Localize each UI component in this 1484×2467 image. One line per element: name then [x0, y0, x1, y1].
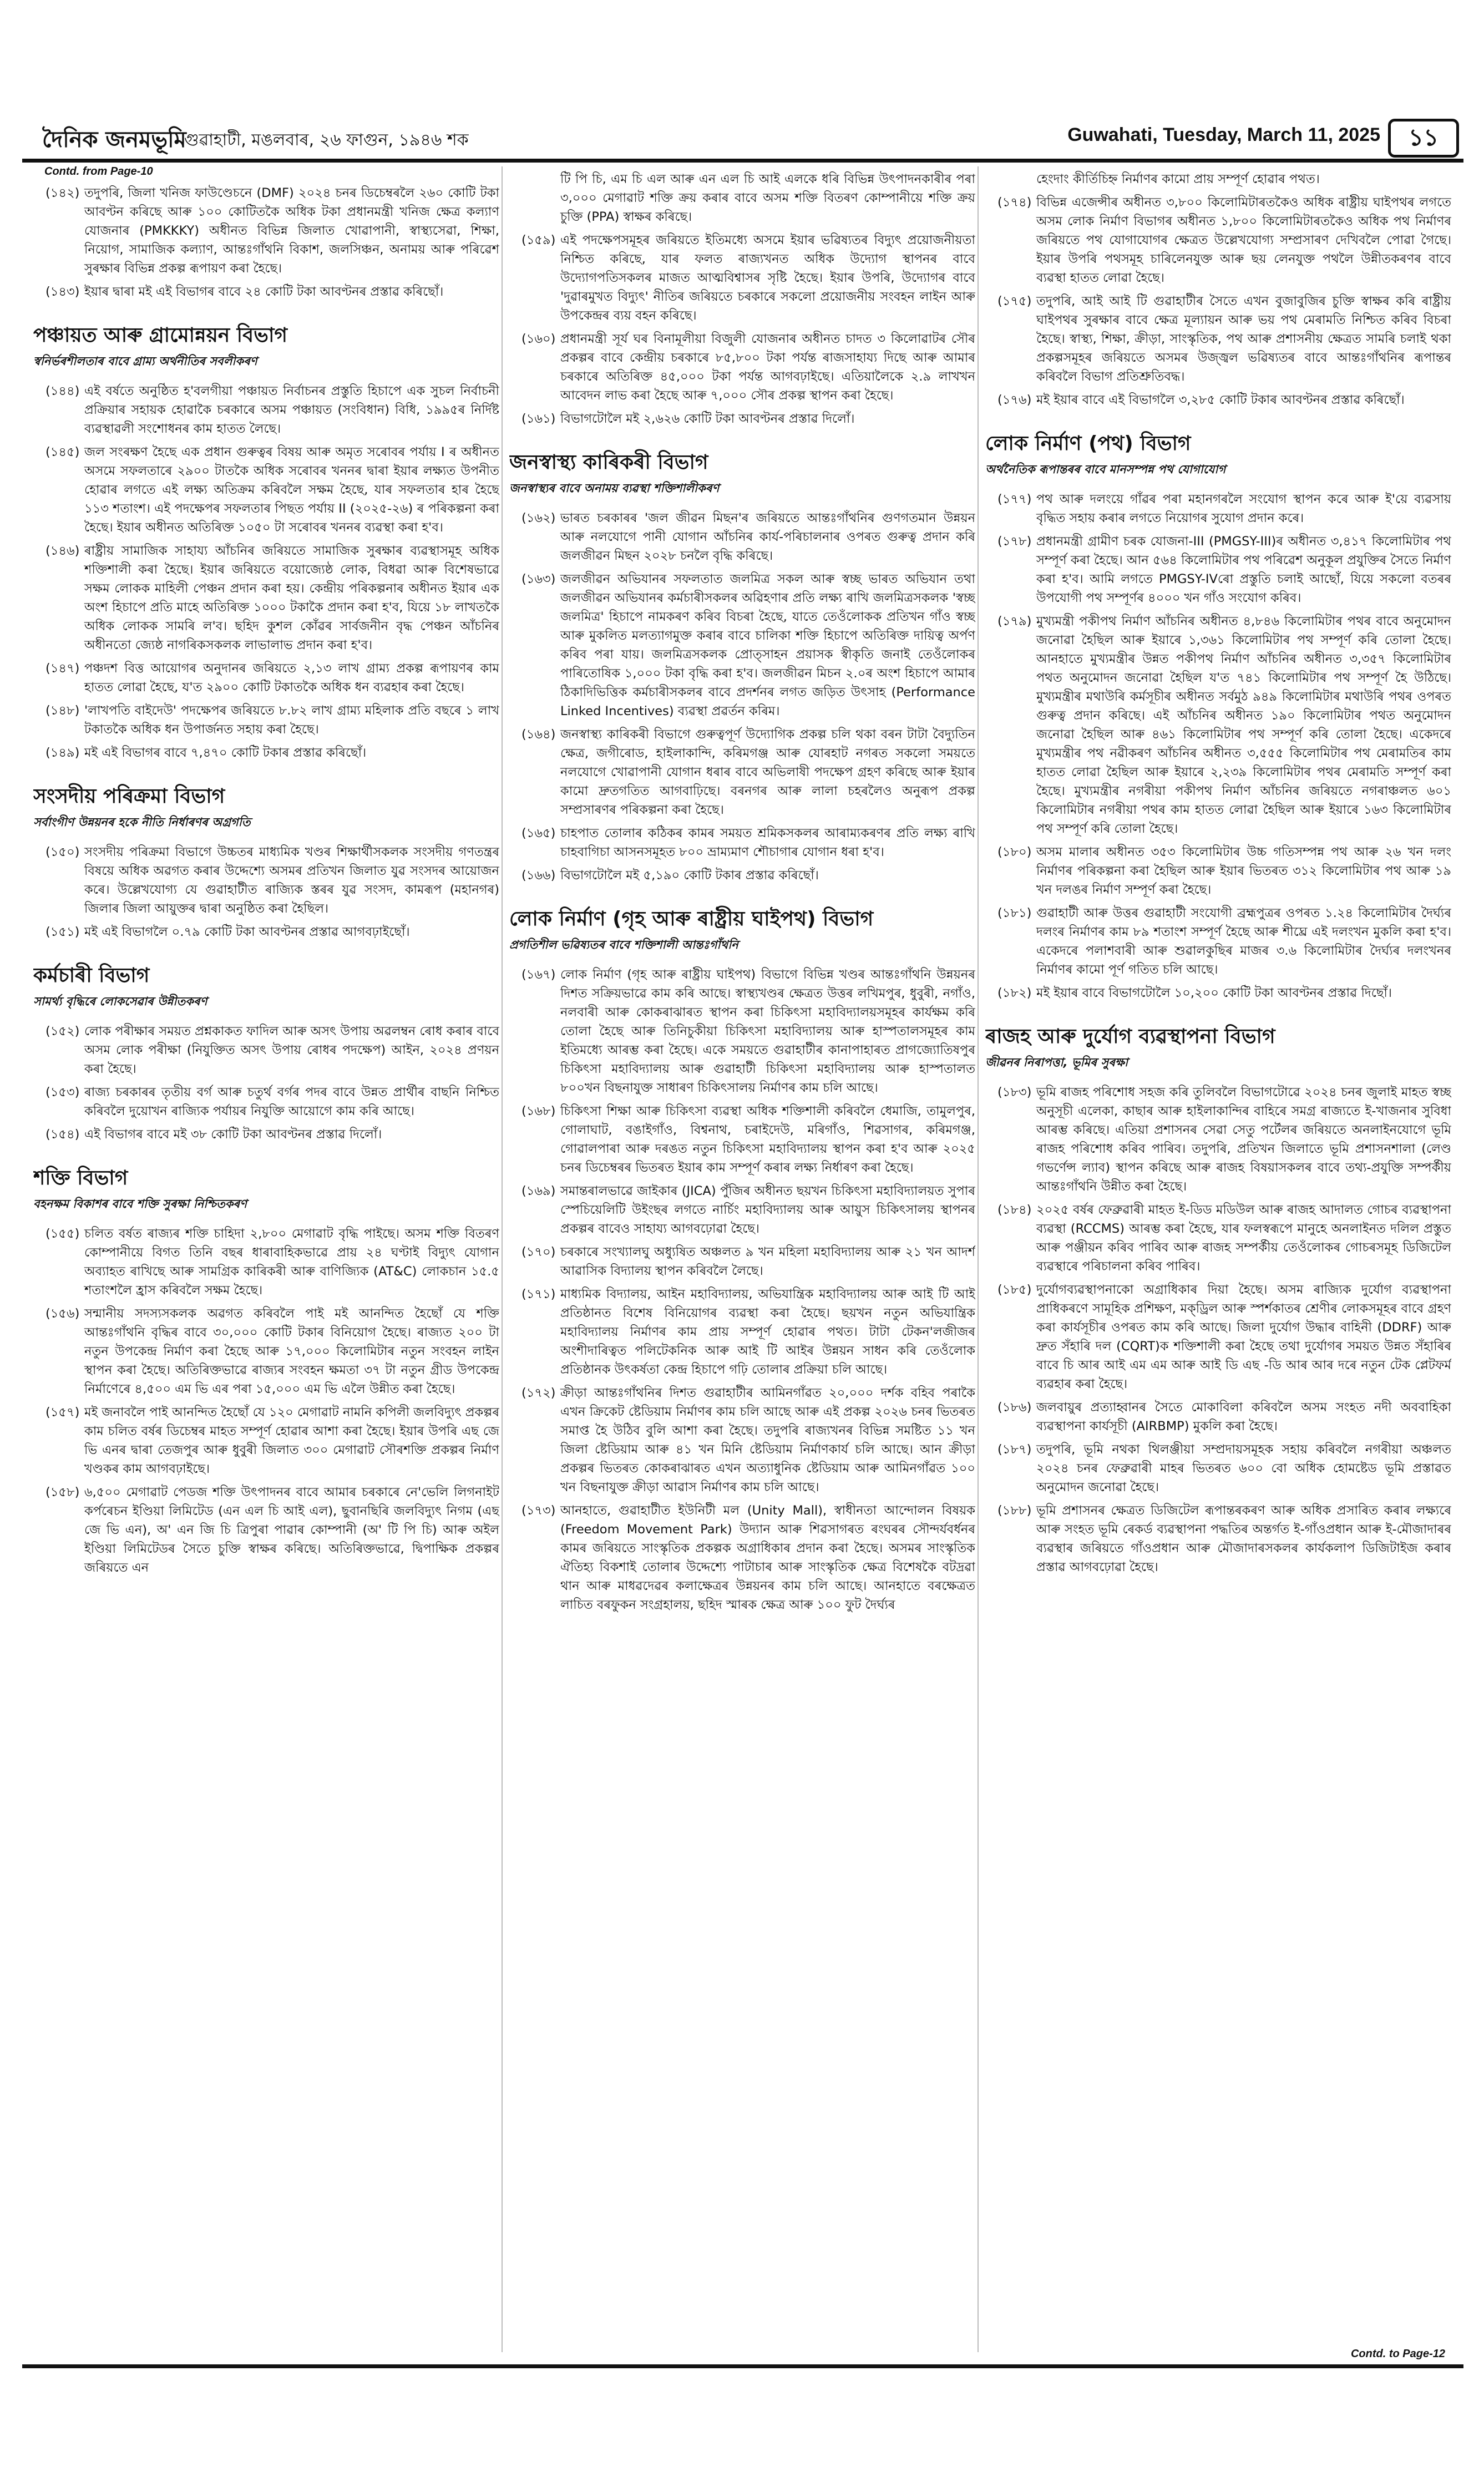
paragraph-number: (১৫১) — [45, 925, 80, 939]
paragraph-item — [985, 1398, 1451, 1436]
paragraph-text: ইয়াৰ দ্বাৰা মই এই বিভাগৰ বাবে ২৪ কোটি টকা আবণ্টনৰ প্ৰস্তাৱ কৰিছোঁ। — [84, 285, 444, 299]
paragraph-number: (১৬৭) — [521, 967, 556, 982]
paragraph-item — [509, 170, 975, 226]
paragraph-text: মই ইয়াৰ বাবে এই বিভাগলৈ ৩,২৮৫ কোটি টকাৰ আবণ্টনৰ প্ৰস্তাৱ কৰিছোঁ। — [1036, 393, 1405, 407]
paragraph-item — [33, 701, 499, 739]
paragraph-text: তদুপৰি, আই আই টি গুৱাহাটীৰ সৈতে এখন বুজাবুজিৰ চুক্তি স্বাক্ষৰ কৰি ৰাষ্ট্ৰীয় ঘাইপথৰ সুৰক্ষাৰ বাবে ক্ষেত্ৰ মূল্যায়ন আৰু ভয় পথ মেৰামতি নিশ্চিত কৰিব বিচৰা হৈছে। স্বাস্থ্য, শিক্ষা, ক্ৰীড়া, সাংস্কৃতিক, পথ আৰু প্ৰশাসনীয় ক্ষেত্ৰত সামৰি চলাই থকা প্ৰকল্পসমূহৰ জৰিয়তে অসমৰ উজ্জ্বল ভৱিষ্যতৰ বাবে আন্তঃগাঁথনিৰ ৰূপান্তৰ কৰিবলৈ বিভাগ প্ৰতিশ্ৰুতিবদ্ধ। — [1036, 294, 1451, 384]
paragraph-item — [985, 904, 1451, 979]
paragraph-item — [985, 391, 1451, 409]
paragraph-number: (১৫৫) — [45, 1227, 80, 1241]
paragraph-text: বিভাগটোলৈ মই ২,৬২৬ কোটি টকা আবণ্টনৰ প্ৰস্তাৱ দিলোঁ। — [560, 412, 855, 426]
paragraph-text: জনস্বাস্থ্য কাৰিকৰী বিভাগে গুৰুত্বপূৰ্ণ উদ্যোগিক প্ৰকল্প চলি থকা বৰন টাটা বৈদ্যুতিন ক্ষেত্ৰ, জগীৰোড, হাইলাকান্দি, কৰিমগঞ্জ আৰু যোৰহাট নগৰত সকলো সময়তে নলযোগে খোৱাপানী যোগান ধৰাৰ বাবে অভিলাষী পদক্ষেপ গ্ৰহণ কৰিছে আৰু ইয়াৰ কামো দ্ৰুতগতিত আগবাঢ়িছে। বৰনগৰ আৰু লালা চহৰলৈও অনুৰূপ প্ৰকল্প সম্প্ৰসাৰণৰ পৰিকল্পনা কৰা হৈছে। — [560, 727, 975, 817]
paragraph-text: ভাৰত চৰকাৰৰ 'জল জীৱন মিছন'ৰ জৰিয়তে আন্তঃগাঁথনিৰ গুণগতমান উন্নয়ন আৰু নলযোগে পানী যোগান আঁচনিৰ কাৰ্য-পৰিচালনাৰ ওপৰত গুৰুত্ব প্ৰদান কৰি জলজীৱন মিছন ২০২৮ চনলৈ বৃদ্ধি কৰিছে। — [560, 511, 975, 563]
paragraph-number: (১৪৪) — [45, 384, 80, 398]
paragraph-number: (১৬৯) — [521, 1184, 556, 1198]
paragraph-number: (১৪৮) — [45, 703, 80, 718]
paragraph-item — [33, 1483, 499, 1577]
paragraph-number — [509, 170, 560, 226]
paragraph-number: (১৫২) — [45, 1024, 80, 1039]
paragraph-item — [985, 490, 1451, 528]
paragraph-number: (১৮৬) — [997, 1400, 1032, 1415]
paragraph-number: (১৬৬) — [521, 868, 556, 883]
paragraph-number: (১৭১) — [521, 1287, 556, 1301]
paragraph-item — [33, 743, 499, 762]
paragraph-number: (১৪৭) — [45, 661, 80, 676]
paragraph-text: সংসদীয় পৰিক্ৰমা বিভাগে উচ্চতৰ মাধ্যমিক খণ্ডৰ শিক্ষাৰ্থীসকলক সংসদীয় গণতন্ত্ৰৰ বিষয়ে অধিক অৱগত কৰাৰ উদ্দেশ্যে অসমৰ প্ৰতিখন জিলাত যুৱ সংসদৰ আয়োজন কৰে। উল্লেখযোগ্য যে গুৱাহাটীত ৰাজ্যিক স্তৰৰ যুৱ সংসদ, কামৰূপ (মহানগৰ) জিলাৰ জিলা আয়ুক্তৰ দ্বাৰা অনুষ্ঠিত কৰা হৈছিল। — [84, 845, 499, 916]
paragraph-item — [985, 1200, 1451, 1276]
newspaper-masthead: দৈনিক জনমভূমি — [42, 127, 186, 153]
section-subheading: অৰ্থনৈতিক ৰূপান্তৰৰ বাবে মানসম্পন্ন পথ যোগাযোগ — [985, 463, 1226, 476]
page-header — [22, 119, 1463, 153]
paragraph-item — [509, 570, 975, 721]
paragraph-text: বিভাগটোলৈ মই ৫,১৯০ কোটি টকাৰ প্ৰস্তাৱ কৰিছোঁ। — [560, 868, 819, 883]
paragraph-item — [33, 282, 499, 301]
section-heading: লোক নিৰ্মাণ (পথ) বিভাগ — [985, 432, 1191, 455]
paragraph-text: পথ আৰু দলংয়ে গাঁৱৰ পৰা মহানগৰলৈ সংযোগ স্থাপন কৰে আৰু ই'য়ে ব্যৱসায় বৃদ্ধিত সহায় কৰাৰ লগতে নিয়োগৰ সুযোগ প্ৰদান কৰে। — [1036, 492, 1451, 525]
paragraph-item — [509, 1285, 975, 1379]
section-heading: জনস্বাস্থ্য কাৰিকৰী বিভাগ — [509, 451, 708, 474]
paragraph-text: চলিত বৰ্ষত ৰাজ্যৰ শক্তি চাহিদা ২,৮০০ মেগাৱাট বৃদ্ধি পাইছে। অসম শক্তি বিতৰণ কোম্পানীয়ে বিগত তিনি বছৰ ধাৰাবাহিকভাৱে প্ৰায় ২৪ ঘণ্টাই বিদ্যুৎ যোগান অব্যাহত ৰাখিছে আৰু সামগ্ৰিক কাৰিকৰী আৰু বাণিজ্যিক (AT&C) লোকচান ১৫.৫ শতাংশলৈ হ্ৰাস কৰিবলৈ সক্ষম হৈছে। — [84, 1227, 499, 1298]
paragraph-item — [985, 984, 1451, 1002]
paragraph-number: (১৪৬) — [45, 544, 80, 558]
footer-rule — [22, 2364, 1463, 2368]
paragraph-text: চিকিৎসা শিক্ষা আৰু চিকিৎসা ব্যৱস্থা অধিক শক্তিশালী কৰিবলৈ ধেমাজি, তামুলপুৰ, গোলাঘাট, বঙাইগাঁও, বিশ্বনাথ, চৰাইদেউ, মৰিগাঁও, শিৱসাগৰ, কৰিমগঞ্জ, গোৱালপাৰা আৰু দৰঙত নতুন চিকিৎসা মহাবিদ্যালয় স্থাপন কৰা হ'ব আৰু ২০২৫ চনৰ ডিচেম্বৰৰ ভিতৰত ইয়াৰ কাম সম্পূৰ্ণ কৰাৰ লক্ষ্য নিৰ্ধাৰণ কৰা হৈছে। — [560, 1104, 975, 1175]
paragraph-number: (১৬৮) — [521, 1104, 556, 1118]
paragraph-text: পঞ্চদশ বিত্ত আয়োগৰ অনুদানৰ জৰিয়তে ২,১৩ লাখ গ্ৰাম্য প্ৰকল্প ৰূপায়ণৰ কাম হাতত লোৱা হৈছে, য'ত ২৯০০ কোটি টকাতকৈ অধিক ধন ব্যৱহাৰ কৰা হৈছে। — [84, 661, 499, 695]
paragraph-text: ৬,৫০০ মেগাৱাট পেডজ শক্তি উৎপাদনৰ বাবে আমাৰ চৰকাৰে নে'ভেলি লিগনাইট কৰ্পৰেচন ইণ্ডিয়া লিমিটেড (এন এল চি আই এল), ছুবানছিৰি জলবিদ্যুৎ নিগম (এছ জে ভি এন), অ' এন জি চি ত্ৰিপুৰা পাৱাৰ কোম্পানী (অ' টি পি চি) আৰু অইল ইণ্ডিয়া লিমিটেডৰ সৈতে চুক্তি স্বাক্ষৰ কৰিছে। অতিৰিক্তভাৱে, দ্বিপাক্ষিক প্ৰকল্পৰ জৰিয়তে এন — [84, 1485, 499, 1575]
paragraph-item — [509, 330, 975, 405]
paragraph-text: জল সংৰক্ষণ হৈছে এক প্ৰধান গুৰুত্বৰ বিষয় আৰু অমৃত সৰোবৰ পৰ্যায় I ৰ অধীনত অসমে সফলতাৰে ২৯০০ টাতকৈ অধিক সৰোবৰ খননৰ দ্বাৰা ইয়াৰ লক্ষ্যত উপনীত হোৱাৰ লগতে এই লক্ষ্য অতিক্ৰম কৰিবলৈ সক্ষম হৈছে, যাৰ সফলতাৰ হাৰ হৈছে ১১৩ শতাংশ। এই পদক্ষেপৰ সফলতাৰ পিছত পৰ্যায় II (২০২৫-২৬) ৰ পৰিকল্পনা কৰা হৈছে। ইয়াৰ অধীনত অতিৰিক্ত ১০৫০ টা সৰোবৰ খননৰ ব্যৱস্থা কৰা হ'ব। — [84, 445, 499, 535]
paragraph-text: তদুপৰি, ভূমি নথকা থিলঞ্জীয়া সম্প্ৰদায়সমূহক সহায় কৰিবলৈ নগৰীয়া অঞ্চলত ২০২৪ চনৰ ফেব্ৰুৱাৰী মাহৰ ভিতৰত ৬০০ বো অধিক হোমষ্টেড ভূমি প্ৰস্তাৱত অনুমোদন জনোৱা হৈছে। — [1036, 1442, 1451, 1495]
paragraph-text: মই এই বিভাগৰ বাবে ৭,৪৭০ কোটি টকাৰ প্ৰস্তাৱ কৰিছোঁ। — [84, 746, 367, 760]
paragraph-text: লোক পৰীক্ষাৰ সময়ত প্ৰশ্নকাকত ফাদিল আৰু অসৎ উপায় অৱলম্বন ৰোধ কৰাৰ বাবে অসম লোক পৰীক্ষা (নিযুক্তিত অসৎ উপায় ৰোধৰ পদক্ষেপ) আইন, ২০২৪ প্ৰণয়ন কৰা হৈছে। — [84, 1024, 499, 1076]
paragraph-item — [33, 184, 499, 278]
paragraph-text: ভূমি ৰাজহ পৰিশোধ সহজ কৰি তুলিবলৈ বিভাগটোৱে ২০২৪ চনৰ জুলাই মাহত স্বচ্ছ অনুসূচী এলেকা, কাছাৰ আৰু হাইলাকান্দিৰ বাহিৰে সমগ্ৰ ৰাজ্যতে ই-খাজনাৰ সুবিধা আৰম্ভ কৰিছে। এতিয়া প্ৰশাসনৰ সেৱা সেতু পৰ্টেলৰ জৰিয়তে অনলাইনযোগে ভূমি ৰাজহ পৰিশোধ কৰিব পাৰিব। তদুপৰি, প্ৰতিখন জিলাতে ভূমি প্ৰশাসনশালা (লেণ্ড গভৰ্ণেন্স ল্যাব) স্থাপন কৰিছে আৰু ৰাজহ বিষয়াসকলৰ বাবে তথ্য-প্ৰযুক্তি সম্পৰ্কীয় আন্তঃগাঁথনি উন্নীত কৰা হৈছে। — [1036, 1085, 1451, 1194]
paragraph-item — [509, 1182, 975, 1238]
paragraph-text: ৰাষ্ট্ৰীয় সামাজিক সাহায্য আঁচনিৰ জৰিয়তে সামাজিক সুৰক্ষাৰ ব্যৱস্থাসমূহ অধিক শক্তিশালী কৰা হৈছে। ইয়াৰ জৰিয়তে বয়োজ্যেষ্ঠ লোক, বিধৱা আৰু বিশেষভাৱে সক্ষম লোকক মাহিলী পেঞ্চন প্ৰদান কৰা হয়। কেন্দ্ৰীয় পৰিকল্পনাৰ অধীনত ইয়াৰ এক অংশ হিচাপে প্ৰতি মাহে অতিৰিক্ত ১০০০ টকাকৈ প্ৰদান কৰা হ'ব, যিয়ে ১৮ লাখতকৈ অধিক লোকক সামৰি ল'ব। ছহিদ কুশল কোঁৱৰ সাৰ্বজনীন বৃদ্ধ পেঞ্চন আঁচনিৰ অধীনতো জ্যেষ্ঠ নাগৰিকসকলক লাভালাভ প্ৰদান কৰা হ'ব। — [84, 544, 499, 652]
paragraph-number: (১৮৪) — [997, 1203, 1032, 1217]
paragraph-text: চাহপাত তোলাৰ কঠিকৰ কামৰ সময়ত শ্ৰমিকসকলৰ আৰাম্যকৰণৰ প্ৰতি লক্ষ্য ৰাখি চাহবাগিচা আসনসমূহত ৮০০ ভ্ৰাম্যমাণ শৌচাগাৰ যোগান ধৰা হ'ব। — [560, 826, 975, 859]
paragraph-number: (১৭৭) — [997, 492, 1032, 506]
paragraph-number: (১৬১) — [521, 412, 556, 426]
paragraph-text: হেংদাং কীৰ্তিচিহ্ন নিৰ্মাণৰ কামো প্ৰায় সম্পূৰ্ণ হোৱাৰ পথত। — [1036, 172, 1320, 186]
paragraph-number: (১৪৩) — [45, 285, 80, 299]
paragraph-item — [509, 1243, 975, 1280]
paragraph-text: ভূমি প্ৰশাসনৰ ক্ষেত্ৰত ডিজিটেল ৰূপান্তৰকৰণ আৰু অধিক প্ৰসাৰিত কৰাৰ লক্ষ্যৰে আৰু সংহত ভূমি ৰেকৰ্ড ব্যৱস্থাপনা পদ্ধতিৰ অন্তৰ্গত ই-গাঁওপ্ৰধান আৰু ই-মৌজাদাৰৰ ব্যৱস্থাৰ জৰিয়তে গাঁওপ্ৰধান আৰু মৌজাদাৰসকলৰ কাৰ্যকলাপ ডিজিটাইজ কৰাৰ প্ৰস্তাৱ আগবঢ়োৱা হৈছে। — [1036, 1503, 1451, 1574]
column-divider — [977, 166, 979, 2352]
paragraph-item — [33, 541, 499, 655]
paragraph-text: তদুপৰি, জিলা খনিজ ফাউণ্ডেচনে (DMF) ২০২৪ চনৰ ডিচেম্বৰলৈ ২৬০ কোটি টকা আবণ্টন কৰিছে আৰু ১০০ কোটিতকৈ অধিক টকা প্ৰধানমন্ত্ৰী খনিজ ক্ষেত্ৰ কল্যাণ যোজনাৰ (PMKKKY) অধীনত বিভিন্ন জিলাত খোৱাপানী, স্বাস্থ্যসেৱা, শিক্ষা, নিয়োগ, সামাজিক কল্যাণ, আন্তঃগাঁথনি বিকাশ, জলসিঞ্চন, অনাময় আৰু পৰিৱেশ সুৰক্ষাৰ বিভিন্ন প্ৰকল্প ৰূপায়ণ কৰা হৈছে। — [84, 186, 499, 276]
paragraph-number: (১৫৩) — [45, 1085, 80, 1100]
paragraph-text: এই বিভাগৰ বাবে মই ৩৮ কোটি টকা আবণ্টনৰ প্ৰস্তাৱ দিলোঁ। — [84, 1127, 382, 1142]
paragraph-number: (১৫০) — [45, 845, 80, 859]
column-1 — [33, 164, 499, 2364]
paragraph-item — [509, 824, 975, 862]
paragraph-text: ২০২৫ বৰ্ষৰ ফেব্ৰুৱাৰী মাহত ই-ডিড মডিউল আৰু ৰাজহ আদালত গোচৰ ব্যৱস্থাপনা ব্যৱস্থা (RCCMS) আৰম্ভ কৰা হৈছে, যাৰ ফলস্বৰূপে মানুহে অনলাইনত দলিল প্ৰস্তুত আৰু পঞ্জীয়ন কৰিব পাৰিব আৰু ৰাজহ সম্পৰ্কীয় তেওঁলোকৰ গোচৰসমূহ ডিজিটেল ব্যৱস্থাৰে পৰিচালনা কৰিব পাৰিব। — [1036, 1203, 1451, 1274]
section-subheading: সৰ্বাংগীণ উন্নয়নৰ হকে নীতি নিৰ্ধাৰণৰ অগ্ৰগতি — [33, 815, 251, 829]
paragraph-item — [509, 1501, 975, 1614]
paragraph-number: (১৭২) — [521, 1386, 556, 1400]
paragraph-text: গুৱাহাটী আৰু উত্তৰ গুৱাহাটী সংযোগী ব্ৰহ্মপুত্ৰৰ ওপৰত ১.২৪ কিলোমিটাৰ দৈৰ্ঘ্যৰ দলংৰ নিৰ্মাণৰ কাম ৮৯ শতাংশ সম্পূৰ্ণ হৈছে আৰু শীঘ্ৰে এই দলংখন মুকলি কৰা হ'ব। একেদৰে পলাশবাৰী আৰু শুৱালকুছিৰ মাজৰ ৩.৬ কিলোমিটাৰ দৈৰ্ঘ্যৰ দলংখনৰ নিৰ্মাণৰ কামো পূৰ্ণ গতিত চলি আছে। — [1036, 906, 1451, 977]
paragraph-number: (১৮৭) — [997, 1442, 1032, 1457]
section-heading: কৰ্মচাৰী বিভাগ — [33, 964, 150, 987]
section-heading: শক্তি বিভাগ — [33, 1167, 128, 1189]
section-subheading: বহনক্ষম বিকাশৰ বাবে শক্তি সুৰক্ষা নিশ্চিতকৰণ — [33, 1197, 247, 1210]
paragraph-number: (১৬৫) — [521, 826, 556, 840]
paragraph-item — [33, 1083, 499, 1121]
paragraph-item — [985, 1083, 1451, 1196]
paragraph-item — [33, 1304, 499, 1399]
header-rule — [22, 159, 1463, 163]
paragraph-number: (১৬৪) — [521, 727, 556, 742]
paragraph-item — [509, 1102, 975, 1177]
paragraph-item — [509, 409, 975, 428]
section-heading: লোক নিৰ্মাণ (গৃহ আৰু ৰাষ্ট্ৰীয় ঘাইপথ) বিভাগ — [509, 908, 874, 930]
paragraph-text: মই এই বিভাগলৈ ০.৭৯ কোটি টকা আবণ্টনৰ প্ৰস্তাৱ আগবঢ়াইছোঁ। — [84, 925, 410, 939]
paragraph-item — [509, 866, 975, 885]
paragraph-item — [33, 443, 499, 537]
paragraph-number: (১৭৫) — [997, 294, 1032, 308]
paragraph-text: প্ৰধানমন্ত্ৰী সূৰ্য ঘৰ বিনামূলীয়া বিজুলী যোজনাৰ অধীনত চাদত ৩ কিলোৱাটৰ সৌৰ প্ৰকল্পৰ বাবে কেন্দ্ৰীয় চৰকাৰে ৮৫,৮০০ টকা পৰ্যন্ত ৰাজসাহায্য দিছে আৰু আমাৰ চৰকাৰে অতিৰিক্ত ৪৫,০০০ টকা পৰ্যন্ত আগবঢ়াইছে। এতিয়ালৈকে ২.৯ লাখখন আবেদন লাভ কৰা হৈছে আৰু ৭,০০০ সৌৰ প্ৰকল্প স্থাপন কৰা হৈছে। — [560, 332, 975, 403]
paragraph-text: জলবায়ুৰ প্ৰত্যাহ্বানৰ সৈতে মোকাবিলা কৰিবলৈ অসম সংহত নদী অববাহিকা ব্যৱস্থাপনা কাৰ্যসূচী (AIRBMP) মুকলি কৰা হৈছে। — [1036, 1400, 1451, 1433]
paragraph-item — [985, 612, 1451, 838]
paragraph-item — [33, 843, 499, 918]
section-subheading: জনস্বাস্থ্যৰ বাবে অনাময় ব্যৱস্থা শক্তিশালীকৰণ — [509, 482, 720, 495]
paragraph-number — [985, 170, 1036, 189]
paragraph-item — [33, 382, 499, 438]
paragraph-number: (১৬২) — [521, 511, 556, 525]
paragraph-item — [985, 1280, 1451, 1394]
paragraph-text: দুৰ্যোগব্যৱস্থাপনাকো অগ্ৰাধিকাৰ দিয়া হৈছে। অসম ৰাজ্যিক দুৰ্যোগ ব্যৱস্থাপনা প্ৰাধিকৰণে সামূহিক প্ৰশিক্ষণ, মক্‌ড্ৰিল আৰু স্পৰ্শকাতৰ শ্ৰেণীৰ লোকসমূহৰ বাবে গ্ৰহণ কৰা কাৰ্যসূচীৰ ওপৰত কাম কৰি আছে। জিলা দুৰ্যোগ উদ্ধাৰ বাহিনী (DDRF) আৰু দ্ৰুত সঁহাৰি দল (CQRT)ক শক্তিশালী কৰা হৈছে তথা দুৰ্যোগৰ সময়ত উন্নত সঁহাৰিৰ বাবে চি আৰ আই এম এম আৰু আই ডি এছ -ডি আৰ আৰ দৰে নতুন টেক প্লেটফৰ্ম ব্যৱহাৰ কৰা হৈছে। — [1036, 1283, 1451, 1391]
paragraph-text: মাধ্যমিক বিদ্যালয়, আইন মহাবিদ্যালয়, অভিযান্ত্ৰিক মহাবিদ্যালয় আৰু আই টি আই প্ৰতিষ্ঠানত বিশেষ বিনিয়োগৰ ব্যৱস্থা কৰা হৈছে। ছয়খন নতুন অভিযান্ত্ৰিক মহাবিদ্যালয় নিৰ্মাণৰ কাম প্ৰায় সম্পূৰ্ণ হোৱাৰ পথত। টাটা টেকন'লজীজৰ অংশীদাৰিত্বত পলিটেকনিক আৰু আই টি আইৰ উন্নয়ন সাধন কৰি তেওঁলোক প্ৰতিষ্ঠানক উৎকৰ্ষতা কেন্দ্ৰ হিচাপে গঢ়ি তোলাৰ প্ৰক্ৰিয়া চলি আছে। — [560, 1287, 975, 1377]
continued-to-note: Contd. to Page-12 — [1350, 2348, 1445, 2360]
section-subheading: প্ৰগতিশীল ভৱিষ্যতৰ বাবে শক্তিশালী আন্তঃগাঁথনি — [509, 938, 738, 951]
column-divider — [502, 166, 503, 2352]
paragraph-item — [33, 659, 499, 697]
paragraph-item — [985, 532, 1451, 607]
paragraph-number: (১৫৪) — [45, 1127, 80, 1142]
section-subheading: জীৱনৰ নিৰাপত্তা, ভূমিৰ সুৰক্ষা — [985, 1056, 1128, 1069]
paragraph-text: এই পদক্ষেপসমূহৰ জৰিয়তে ইতিমধ্যে অসমে ইয়াৰ ভৱিষ্যতৰ বিদ্যুৎ প্ৰয়োজনীয়তা নিশ্চিত কৰিছে, যাৰ ফলত ৰাজ্যখনত অধিক উদ্যোগ স্থাপনৰ বাবে উদ্যোগপতিসকলৰ মাজত আত্মবিশ্বাসৰ সৃষ্টি হৈছে। ইয়াৰ উপৰি, উদ্যোগৰ বাবে 'দুৱাৰমুখত বিদ্যুৎ' নীতিৰ জৰিয়তে চৰকাৰে সকলো প্ৰয়োজনীয় সংবহন লাইন আৰু উপকেন্দ্ৰৰ ব্যয় বহন কৰিছে। — [560, 233, 975, 323]
paragraph-item — [33, 1022, 499, 1078]
paragraph-number: (১৫৯) — [521, 233, 556, 247]
section-subheading: স্বনিৰ্ভৰশীলতাৰ বাবে গ্ৰাম্য অৰ্থনীতিৰ সবলীকৰণ — [33, 354, 257, 368]
paragraph-text: মই জনাবলৈ পাই আনন্দিত হৈছোঁ যে ১২০ মেগাৱাট নামনি কপিলী জলবিদ্যুৎ প্ৰকল্পৰ কাম চলিত বৰ্ষৰ ডিচেম্বৰ মাহত সম্পূৰ্ণ হোৱাৰ আশা কৰা হৈছে। ইয়াৰ উপৰি এছ জে ভি এনৰ দ্বাৰা তেজপুৰ আৰু ধুবুৰী জিলাত ৩০০ মেগাৱাট সৌৰশক্তি প্ৰকল্পৰ নিৰ্মাণ খণ্ডকৰ কাম আগবঢ়াইছে। — [84, 1405, 499, 1476]
paragraph-item — [985, 843, 1451, 899]
paragraph-number: (১৫৬) — [45, 1306, 80, 1321]
paragraph-item — [985, 170, 1451, 189]
paragraph-number: (১৮৮) — [997, 1503, 1032, 1518]
paragraph-number: (১৭৯) — [997, 614, 1032, 629]
paragraph-text: এই বৰ্ষতে অনুষ্ঠিত হ'বলগীয়া পঞ্চায়ত নিৰ্বাচনৰ প্ৰস্তুতি হিচাপে এক সুচল নিৰ্বাচনী প্ৰক্ৰিয়াৰ সহায়ক হোৱাকৈ চৰকাৰে অসম পঞ্চায়ত (সংবিধান) বিধি, ১৯৯৫ৰ নিৰ্দিষ্ট ব্যৱস্থাৱলী সংশোধনৰ কাম হাতত লৈছে। — [84, 384, 499, 436]
paragraph-text: ক্ৰীড়া আন্তঃগাঁথনিৰ দিশত গুৱাহাটীৰ আমিনগাঁৱত ২০,০০০ দৰ্শক বহিব পৰাকৈ এখন ক্ৰিকেট ষ্টেডিয়াম নিৰ্মাণৰ কাম চলি আছে আৰু এই প্ৰকল্প ২০২৬ চনৰ ভিতৰত সমাপ্ত হৈ উঠিব বুলি আশা কৰা হৈছে। তদুপৰি ৰাজ্যখনৰ বিভিন্ন সমষ্টিত ১১ খন জিলা ষ্টেডিয়াম আৰু ৪১ খন মিনি ষ্টেডিয়াম নিৰ্মাণকাৰ্য চলি আছে। আন ক্ৰীড়া প্ৰকল্পৰ ভিতৰত কোকৰাঝাৰত এখন অত্যাধুনিক ষ্টেডিয়াম আৰু আমিনগাঁৱত ১০০ খন বিছনাযুক্ত ক্ৰীড়া আৱাস নিৰ্মাণৰ কাম চলি আছে। — [560, 1386, 975, 1495]
paragraph-number: (১৪২) — [45, 186, 80, 200]
page-number: ১১ — [1388, 119, 1459, 158]
paragraph-text: সন্মানীয় সদস্যসকলক অৱগত কৰিবলৈ পাই মই আনন্দিত হৈছোঁ যে শক্তি আন্তঃগাঁথনি বৃদ্ধিৰ বাবে ৩০,০০০ কোটি টকাৰ বিনিয়োগ হৈছে। ৰাজ্যত ২০০ টা নতুন উপকেন্দ্ৰ নিৰ্মাণ কৰা হৈছে আৰু ১৭,০০০ কিলোমিটাৰ নতুন সংবহন লাইন স্থাপন কৰা হৈছে। অতিৰিক্তভাৱে ৰাজ্যৰ সংবহন ক্ষমতা ৩৭ টা নতুন গ্ৰীড উপকেন্দ্ৰ নিৰ্মাণেৰে ৪,৫০০ এম ভি এৰ পৰা ১৫,০০০ এম ভি এলৈ উন্নীত কৰা হৈছে। — [84, 1306, 499, 1396]
paragraph-text: 'লাখপতি বাইদেউ' পদক্ষেপৰ জৰিয়তে ৮.৮২ লাখ গ্ৰাম্য মহিলাক প্ৰতি বছৰে ১ লাখ টকাতকৈ অধিক ধন উপাৰ্জনত সহায় কৰা হৈছে। — [84, 703, 499, 737]
paragraph-item — [509, 725, 975, 819]
paragraph-text: ৰাজ্য চৰকাৰৰ তৃতীয় বৰ্গ আৰু চতুৰ্থ বৰ্গৰ পদৰ বাবে উন্নত প্ৰাৰ্থীৰ বাছনি নিশ্চিত কৰিবলৈ দুয়োখন ৰাজ্যিক পৰ্যায়ৰ নিযুক্তি আয়োগে কাম কৰি আছে। — [84, 1085, 499, 1118]
paragraph-item — [33, 923, 499, 941]
paragraph-item — [509, 965, 975, 1097]
paragraph-number: (১৭৪) — [997, 195, 1032, 210]
paragraph-number: (১৮২) — [997, 986, 1032, 1000]
section-heading: সংসদীয় পৰিক্ৰমা বিভাগ — [33, 785, 225, 808]
column-3 — [985, 164, 1451, 2364]
paragraph-number: (১৭৬) — [997, 393, 1032, 407]
paragraph-item — [33, 1403, 499, 1478]
paragraph-item — [509, 231, 975, 325]
paragraph-item — [509, 509, 975, 565]
paragraph-number: (১৭৩) — [521, 1503, 556, 1518]
paragraph-text: লোক নিৰ্মাণ (গৃহ আৰু ৰাষ্ট্ৰীয় ঘাইপথ) বিভাগে বিভিন্ন খণ্ডৰ আন্তঃগাঁথনি উন্নয়নৰ দিশত সক্ৰিয়ভাৱে কাম কৰি আছে। স্বাস্থ্যখণ্ডৰ ক্ষেত্ৰত উত্তৰ লখিমপুৰ, ধুবুৰী, নগাঁও, নলবাৰী আৰু কোকৰাঝাৰত স্থাপন কৰা চিকিৎসা মহাবিদ্যালয়সমূহৰ কাৰ্যক্ষম কৰি তোলা হৈছে আৰু তিনিচুকীয়া চিকিৎসা মহাবিদ্যালয় আৰু হাস্পতালসমূহৰ কাম ইতিমধ্যে আৰম্ভ কৰা হৈছে। একে সময়তে গুৱাহাটীৰ কানাপাহাৰত প্ৰাগজ্যোতিষপুৰ চিকিৎসা মহাবিদ্যালয় আৰু গুৱাহাটী চিকিৎসা মহাবিদ্যালয় আৰু হাস্পতালত ৮০০খন বিছনাযুক্ত সাধাৰণ চিকিৎসালয় নিৰ্মাণৰ কাম চলি আছে। — [560, 967, 975, 1095]
paragraph-item — [985, 193, 1451, 287]
section-heading: পঞ্চায়ত আৰু গ্ৰামোন্নয়ন বিভাগ — [33, 324, 287, 347]
paragraph-number: (১৬০) — [521, 332, 556, 346]
paragraph-item — [985, 1501, 1451, 1577]
dateline: Guwahati, Tuesday, March 11, 2025 — [1067, 124, 1380, 145]
section-heading: ৰাজহ আৰু দুৰ্যোগ ব্যৱস্থাপনা বিভাগ — [985, 1025, 1275, 1048]
paragraph-text: আনহাতে, গুৱাহাটীত ইউনিটী মল (Unity Mall), স্বাধীনতা আন্দোলন বিষয়ক (Freedom Movement Park) উদ্যান আৰু শিৱসাগৰত ৰংঘৰৰ সৌন্দৰ্যবৰ্ধনৰ কামৰ জৰিয়তে সাংস্কৃতিক প্ৰকল্পক অগ্ৰাধিকাৰ প্ৰদান কৰা হৈছে। অসমৰ সাংস্কৃতিক ঐতিহ্য বিকশাই তোলাৰ উদ্দেশ্যে পাটাচাৰ আৰু সাংস্কৃতিক ক্ষেত্ৰ বিশেষকৈ বটদ্ৰৱা থান আৰু মাধৱদেৱৰ কলাক্ষেত্ৰৰ উন্নয়নৰ কাম চলি আছে। আনহাতে বৰক্ষেত্ৰত লাচিত বৰফুকন সংগ্ৰহালয়, ছহিদ স্মাৰক ক্ষেত্ৰ আৰু ১০০ ফুট দৈৰ্ঘ্যৰ — [560, 1503, 975, 1612]
paragraph-number: (১৮১) — [997, 906, 1032, 920]
paragraph-text: বিভিন্ন এজেন্সীৰ অধীনত ৩,৮০০ কিলোমিটাৰতকৈও অধিক ৰাষ্ট্ৰীয় ঘাইপথৰ লগতে অসম লোক নিৰ্মাণ বিভাগৰ অধীনত ১,৮০০ কিলোমিটাৰতকৈও অধিক পথ নিৰ্মাণৰ জৰিয়তে পথ যোগাযোগৰ ক্ষেত্ৰত উল্লেখযোগ্য সম্প্ৰসাৰণ দেখিবলৈ পোৱা গৈছে। ইয়াৰ উপৰি পথসমূহ চাৰিলেনযুক্ত আৰু ছয় লেনযুক্ত পথলৈ উন্নীতকৰণৰ বাবে ব্যৱস্থা হাতত লোৱা হৈছে। — [1036, 195, 1451, 285]
continued-from-note: Contd. from Page-10 — [44, 165, 153, 178]
paragraph-number: (১৮৩) — [997, 1085, 1032, 1100]
paragraph-text: জলজীৱন অভিযানৰ সফলতাত জলমিত্ৰ সকল আৰু স্বচ্ছ ভাৰত অভিযান তথা জলজীৱন অভিযানৰ কৰ্মচাৰীসকলৰ অৱিহণাৰ প্ৰতি লক্ষ্য ৰাখি জলমিত্ৰসকলক 'স্বচ্ছ জলমিত্ৰ' হিচাপে নামকৰণ কৰিব বিচৰা হৈছে, যাতে তেওঁলোকক প্ৰতিখন গাঁও স্বচ্ছ আৰু মুকলিত মলত্যাগমুক্ত কৰাৰ বাবে চালিকা শক্তি হিচাপে অতিৰিক্ত দায়িত্ব অৰ্পণ কৰিব পৰা যায়। জলমিত্ৰসকলক প্ৰোত্সাহন প্ৰয়াসক স্বীকৃতি জনাই তেওঁলোকৰ পাৰিতোষিক ১,০০০ টকা বৃদ্ধি কৰা হ'ব। জলজীৱন মিচন ২.০ৰ অংশ হিচাপে আমাৰ ঠিকাদিভিত্তিক কৰ্মচাৰীসকলৰ বাবে প্ৰদৰ্শনৰ লগত জড়িত উৎসাহ (Performance Linked Incentives) ব্যৱস্থা প্ৰৱৰ্তন কৰিম। — [560, 572, 975, 718]
paragraph-item — [985, 1440, 1451, 1497]
paragraph-text: চৰকাৰে সংখ্যালঘু অধ্যুষিত অঞ্চলত ৯ খন মহিলা মহাবিদ্যালয় আৰু ২১ খন আদৰ্শ আৱাসিক বিদ্যালয় স্থাপন কৰিবলৈ লৈছে। — [560, 1245, 975, 1278]
paragraph-number: (১৭৮) — [997, 534, 1032, 549]
paragraph-item — [33, 1224, 499, 1300]
paragraph-number: (১৫৮) — [45, 1485, 80, 1500]
paragraph-text: মুখ্যমন্ত্ৰী পকীপথ নিৰ্মাণ আঁচনিৰ অধীনত ৪,৮৪৬ কিলোমিটাৰ পথৰ বাবে অনুমোদন জনোৱা হৈছিল আৰু ইয়াৰে ১,৩৬১ কিলোমিটাৰ পথ সম্পূৰ্ণ কৰি তোলা হৈছে। আনহাতে মুখ্যমন্ত্ৰীৰ উন্নত পকীপথ নিৰ্মাণ আঁচনিৰ অধীনত ৩,৩৫৭ কিলোমিটাৰ পথত অনুমোদন জনোৱা হৈছিল য'ত ৭৪১ কিলোমিটাৰ পথ সম্পূৰ্ণ হৈ উঠিছে। মুখ্যমন্ত্ৰীৰ মথাউৰি কৰ্মসূচীৰ অধীনত সৰ্বমুঠ ৯৪৯ কিলোমিটাৰ মথাউৰি পথৰ ওপৰত গুৰুত্ব প্ৰদান কৰিছে। এই আঁচনিৰ অধীনত ১৯০ কিলোমিটাৰ পথত অনুমোদন জনোৱা হৈছিল আৰু ৪৬১ কিলোমিটাৰ পথ সম্পূৰ্ণ কৰি তোলা হৈছে। একেদৰে মুখ্যমন্ত্ৰীৰ পথ নৱীকৰণ আঁচনিৰ অধীনত ৩,৫৫৫ কিলোমিটাৰ পথ মেৰামতিৰ কাম হাতত লোৱা হৈছিল আৰু ইয়াৰে ২,২৩৯ কিলোমিটাৰ পথৰ মেৰামতি সম্পূৰ্ণ কৰা হৈছে। মুখ্যমন্ত্ৰীৰ নগৰীয়া পকীপথ নিৰ্মাণ আঁচনিৰ জৰিয়তে নগৰাঞ্চলত ৬০১ কিলোমিটাৰ নগৰীয়া পথৰ কাম হাতত লোৱা হৈছিল আৰু ইয়াৰে ১৬৩ কিলোমিটাৰ পথ সম্পূৰ্ণ কৰি তোলা হৈছে। — [1036, 614, 1451, 836]
paragraph-text: প্ৰধানমন্ত্ৰী গ্ৰামীণ চৰক যোজনা-III (PMGSY-III)ৰ অধীনত ৩,৪১৭ কিলোমিটাৰ পথ সম্পূৰ্ণ কৰা হৈছে। আন ৫৬৪ কিলোমিটাৰ পথ পৰিৱেশ অনুকূল প্ৰযুক্তিৰ সৈতে নিৰ্মাণ কৰা হ'ব। আমি লগতে PMGSY-IVৰো প্ৰস্তুতি চলাই আছোঁ, যিয়ে সকলো বতৰৰ উপযোগী পথ সম্পূৰ্ণৰ ৪০০০ খন গাঁও সংযোগ কৰিব। — [1036, 534, 1451, 605]
paragraph-number: (১৫৭) — [45, 1405, 80, 1420]
paragraph-item — [33, 1125, 499, 1144]
masthead-date-assamese: গুৱাহাটী, মঙলবাৰ, ২৬ ফাগুন, ১৯৪৬ শক — [184, 130, 469, 150]
paragraph-number: (১৮০) — [997, 845, 1032, 859]
paragraph-number: (১৮৫) — [997, 1283, 1032, 1297]
paragraph-number: (১৪৫) — [45, 445, 80, 459]
column-2 — [509, 164, 975, 2364]
paragraph-text: অসম মালাৰ অধীনত ৩৫৩ কিলোমিটাৰ উচ্চ গতিসম্পন্ন পথ আৰু ২৬ খন দলং নিৰ্মাণৰ পৰিকল্পনা কৰা হৈছিল আৰু ইয়াৰ ভিতৰত ৩১২ কিলোমিটাৰ পথ আৰু ১৯ খন দলঙৰ নিৰ্মাণ সম্পূৰ্ণ কৰা হৈছে। — [1036, 845, 1451, 897]
paragraph-item — [985, 292, 1451, 386]
paragraph-number: (১৬৩) — [521, 572, 556, 586]
paragraph-item — [509, 1384, 975, 1497]
section-subheading: সামৰ্থ্য বৃদ্ধিৰে লোকসেৱাৰ উন্নীতকৰণ — [33, 995, 207, 1008]
paragraph-number: (১৭০) — [521, 1245, 556, 1259]
paragraph-text: টি পি চি, এম চি এল আৰু এন এল চি আই এলকে ধৰি বিভিন্ন উৎপাদনকাৰীৰ পৰা ৩,০০০ মেগাৱাট শক্তি ক্ৰয় কৰাৰ বাবে অসম শক্তি বিতৰণ কোম্পানীয়ে শক্তি ক্ৰয় চুক্তি (PPA) স্বাক্ষৰ কৰিছে। — [560, 172, 975, 224]
paragraph-text: সমান্তৰালভাৱে জাইকাৰ (JICA) পুঁজিৰ অধীনত ছয়খন চিকিৎসা মহাবিদ্যালয়ত সুপাৰ স্পেচিয়েলিটি উইংছৰ লগতে নাৰ্চিং মহাবিদ্যালয় আৰু আয়ুস চিকিৎসালয় স্থাপনৰ প্ৰকল্পৰ বাবেও সাহায্য আগবঢ়োৱা হৈছে। — [560, 1184, 975, 1236]
paragraph-text: মই ইয়াৰ বাবে বিভাগটোলৈ ১০,২০০ কোটি টকা আবণ্টনৰ প্ৰস্তাৱ দিছোঁ। — [1036, 986, 1392, 1000]
paragraph-number: (১৪৯) — [45, 746, 80, 760]
